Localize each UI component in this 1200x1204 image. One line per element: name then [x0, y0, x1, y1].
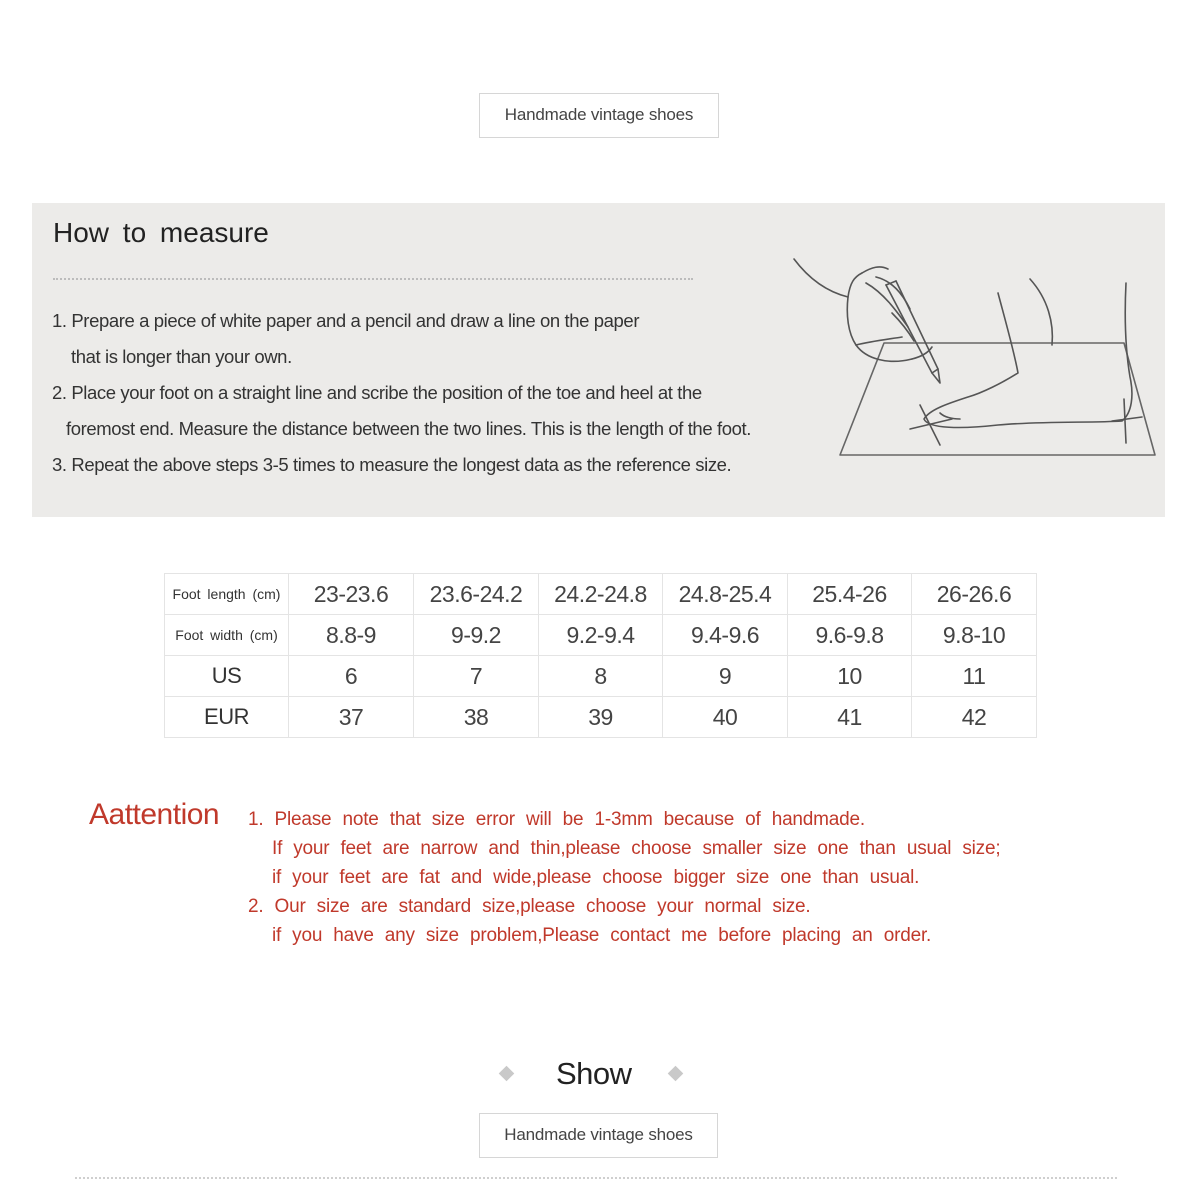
size-chart-table — [164, 573, 1037, 738]
table-row — [165, 574, 1037, 615]
row-label-foot-length: Foot length (cm) — [165, 574, 289, 615]
table-row — [165, 697, 1037, 738]
table-cell: 38 — [414, 697, 539, 738]
attention-line-4: 2. Our size are standard size,please choose your normal size. — [248, 896, 811, 917]
table-cell: 42 — [912, 697, 1037, 738]
table-cell: 23.6-24.2 — [414, 574, 539, 615]
table-cell: 7 — [414, 656, 539, 697]
row-label-foot-width: Foot width (cm) — [165, 615, 289, 656]
table-row — [165, 656, 1037, 697]
bottom-dotted-divider — [75, 1177, 1117, 1179]
diamond-left-icon — [499, 1066, 515, 1082]
table-cell: 11 — [912, 656, 1037, 697]
table-cell: 40 — [663, 697, 788, 738]
step-2-line-2: foremost end. Measure the distance between the two lines. This is the length of the foot. — [66, 418, 751, 439]
table-cell: 24.2-24.8 — [539, 574, 663, 615]
table-cell: 8.8-9 — [289, 615, 414, 656]
measure-title: How to measure — [53, 217, 269, 248]
show-section-title: Show — [556, 1056, 632, 1091]
attention-line-1: 1. Please note that size error will be 1-3mm because of handmade. — [248, 809, 865, 830]
row-label-eur: EUR — [165, 697, 289, 738]
brand-tag-bottom: Handmade vintage shoes — [479, 1113, 718, 1158]
attention-line-2: If your feet are narrow and thin,please choose smaller size one than usual size; — [272, 838, 1001, 859]
table-cell: 9 — [663, 656, 788, 697]
foot-measure-illustration-icon — [792, 223, 1162, 473]
table-cell: 9.6-9.8 — [788, 615, 912, 656]
table-cell: 25.4-26 — [788, 574, 912, 615]
dotted-divider — [53, 278, 693, 280]
step-1-line-1: 1. Prepare a piece of white paper and a pencil and draw a line on the paper — [52, 310, 640, 331]
table-cell: 23-23.6 — [289, 574, 414, 615]
table-cell: 24.8-25.4 — [663, 574, 788, 615]
table-cell: 9.2-9.4 — [539, 615, 663, 656]
attention-line-5: if you have any size problem,Please contact me before placing an order. — [272, 925, 932, 946]
table-cell: 9-9.2 — [414, 615, 539, 656]
attention-line-3: if your feet are fat and wide,please choose bigger size one than usual. — [272, 867, 920, 888]
table-cell: 8 — [539, 656, 663, 697]
table-cell: 9.4-9.6 — [663, 615, 788, 656]
table-cell: 37 — [289, 697, 414, 738]
row-label-us: US — [165, 656, 289, 697]
step-1-line-2: that is longer than your own. — [71, 346, 292, 367]
diamond-right-icon — [668, 1066, 684, 1082]
table-cell: 41 — [788, 697, 912, 738]
attention-title: Aattention — [89, 798, 220, 831]
table-cell: 6 — [289, 656, 414, 697]
table-cell: 10 — [788, 656, 912, 697]
table-cell: 39 — [539, 697, 663, 738]
brand-tag-top: Handmade vintage shoes — [479, 93, 719, 138]
step-2-line-1: 2. Place your foot on a straight line and scribe the position of the toe and heel at the — [52, 382, 702, 403]
step-3: 3. Repeat the above steps 3-5 times to measure the longest data as the reference size. — [52, 454, 732, 475]
how-to-measure-panel — [32, 203, 1165, 517]
table-cell: 26-26.6 — [912, 574, 1037, 615]
table-row — [165, 615, 1037, 656]
table-cell: 9.8-10 — [912, 615, 1037, 656]
